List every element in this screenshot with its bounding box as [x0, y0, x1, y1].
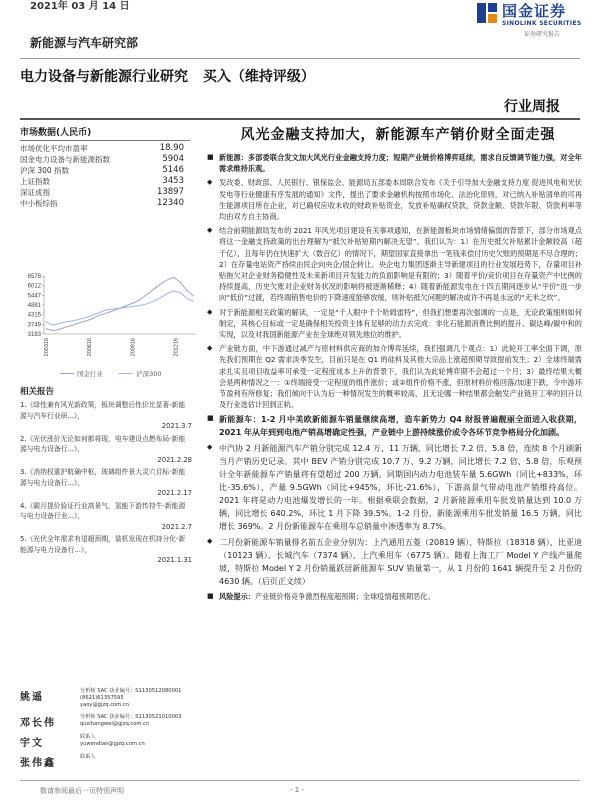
legend-swatch [119, 373, 133, 375]
related-report-date: 2021.2.7 [161, 522, 192, 531]
analyst-contact [80, 734, 145, 748]
market-data-title: 市场数据(人民币) [20, 128, 92, 138]
paragraph-text [219, 225, 582, 303]
body-paragraph [207, 413, 582, 439]
chart-y-tick-label: 4881 [27, 302, 41, 309]
market-row [20, 143, 190, 154]
analyst-contact-line: 联系人 [80, 754, 96, 760]
body-paragraph [207, 591, 582, 602]
related-report-item [20, 534, 192, 566]
related-report-item [20, 400, 192, 432]
paragraph-text [219, 307, 582, 341]
chart-y-tick-label: 3749 [27, 322, 41, 329]
paragraph-lead: 新能源： [219, 153, 249, 162]
chart-y-tick-label: 3183 [27, 332, 41, 338]
analyst-list [20, 688, 192, 774]
analyst-contact-line: 联系人 [80, 734, 96, 740]
analyst-contact-line: qiuchangwei@gjzq.com.cn [80, 721, 150, 727]
paragraph-body: 结合前期能源局发布的 2021 年风光项目建设有关事项通知，在新能源板块市场情绪偏弱的背景下，部分市场观点将这一金融支持政策的出台理解为“抵欠补贴短期内解决无望”。我们认为：1）在历史抵欠补贴累计金额较高（超千亿），且每年仍在快速扩大（数百亿）的情况下，期望国家直接拿出一笔钱来偿付历史欠账的预期是不尽合理的；2）在存量电站资产持续由民企向央企/国企转让、央企电力集团逐渐主导新建项目的行业发展趋势下，存量项目补贴拖欠对企业财务稳健性及未来新项目开发能力的负面影响是有限的；3）随着平价/竞价项目在存量资产中比例的持续提高，历史欠账对企业财务状况的影响将被逐渐稀释；4）随着新能源发电在十四五期间逐步从“平价”进一步向“低价”过渡，若终端销售电价的下降速度能够放缓，则补贴抵欠问题的解决或许不再是永远的“无米之炊”。 [219, 226, 582, 303]
paragraph-text [219, 177, 582, 222]
market-data-list [20, 143, 190, 209]
legend-item-hs300 [119, 369, 161, 378]
paragraph-body: 对于新能源相关政策的解读，一定是“千人眼中千个哈姆雷特”，但我们想要再次强调的一点是，无论政策细则如何制定，其核心目标或一定是确保相关投资主体有足够的动力去完成：非化石能源消费比例的提升、碳达峰/碳中和的实现，以及对我国新能源产业在全球绝对领先地位的维护。 [219, 307, 582, 340]
research-group: 新能源与汽车研究部 [30, 36, 139, 50]
page-number: - 1 - [290, 786, 304, 794]
report-header [20, 66, 325, 86]
market-label: 市场优化平均市盈率 [20, 144, 88, 153]
market-value: 5146 [162, 165, 184, 175]
bullet-icon: ■ [207, 153, 214, 161]
chart-series-line [46, 277, 194, 330]
market-value: 13897 [156, 187, 184, 197]
body-paragraph [207, 307, 582, 341]
chart-y-tick-label: 4315 [27, 312, 41, 319]
legend-item-industry [60, 369, 103, 378]
analyst-contact [80, 714, 181, 728]
related-reports-list [20, 400, 192, 566]
market-row [20, 154, 190, 165]
body-paragraph [207, 152, 582, 174]
market-row [20, 176, 190, 187]
paragraph-body: 多部委联合发文加大风光行业金融支持力度；短期产业链价格博弈延续，需求自反馈调节能力强，对全年需求维持乐观。 [219, 153, 582, 174]
analyst [20, 688, 192, 709]
rating-label: 买入（维持评级） [202, 69, 315, 85]
paragraph-text [219, 343, 582, 410]
chart-x-tick-label: 201216 [173, 338, 180, 357]
logo-text-en: SINOLINK SECURITIES [502, 20, 582, 27]
header-divider-thick [20, 118, 580, 120]
report-type: 行业周报 [504, 99, 560, 115]
related-report-text: 2.《光伏涨价无论如何都将现，电车建设点燃布局-新能源与电力设备行...》， [20, 434, 186, 453]
body-paragraph [207, 536, 582, 588]
paragraph-body: 产业链方面，中下游通过减产与原材料供应商的加介博弈延续，我们强调几个观点：1）此轮开工率全面下调，原先我们预期在 Q2 需求淡季发生，目前只是在 Q1 的硅料及其他大宗品上涨超预期导致提前发生；2）全球终端需求扎实且项目收益率可承受一定程度成本上升的背景下，我们认为此轮博弈期不会超过一个月；3）最终结果大概会是两种情况之一：①终端接受一定程度的组件涨价；或②组件价格不涨，但原材料价格回落/加速下跌，令中游环节盈利有所修复；我们倾向于认为后一种情况发生的概率较高，且无论哪一种结果都会触发产业链开工率的回升以及行业选估计回到正轨。 [219, 344, 582, 410]
analyst-contact-line: 分析师 SAC 执业编号：S1130521010003 [80, 714, 182, 720]
chart-y-tick-label: 6578 [27, 274, 41, 280]
market-value: 5904 [162, 154, 184, 164]
analyst-name: 宇文 [20, 738, 44, 749]
report-main-title: 风光金融支持加大，新能源车产销价财全面走强 [240, 127, 556, 143]
paragraph-text [219, 413, 582, 439]
report-date: 2021年 03 月 14 日 [30, 1, 130, 12]
market-label: 沪深 300 指数 [20, 166, 70, 175]
legend-label: 国金行业 [77, 369, 103, 378]
body-paragraph [207, 177, 582, 222]
footer-divider [20, 780, 580, 781]
related-report-date: 2021.2.28 [157, 455, 192, 464]
related-report-date: 2021.1.31 [157, 556, 192, 564]
bullet-icon: ◆ [207, 178, 213, 187]
analyst [20, 754, 192, 769]
company-logo [476, 0, 586, 40]
footer-disclaimer: 敬请参阅最后一页特别声明 [40, 787, 124, 795]
bullet-icon: ◆ [207, 344, 213, 353]
market-data-divider [20, 140, 190, 141]
paragraph-body: 产业链价格竞争激烈程度超预期；全球疫情超预期恶化。 [254, 592, 435, 602]
related-report-date: 2021.2.17 [157, 489, 192, 497]
paragraph-body: 二月份新能源车销量排名前五企业分别为：上汽通用五菱（20819 辆）、特斯拉（18318 辆）、比亚迪（10123 辆）、长城汽车（7374 辆）、上汽乘用车（6775 辆）。随着上海工厂 Model Y 产线产量爬坡，特斯拉 Model Y 2 月份销量跃居新能源车 SUV 销量第一，从 1 月份的 1641 辆提升至 2 月份的 4630 辆。（后页正文续） [219, 538, 582, 587]
chart-x-tick-label: 200616 [87, 338, 94, 357]
header-divider [20, 58, 580, 59]
related-report-item [20, 434, 192, 466]
paragraph-text [219, 442, 582, 533]
paragraph-text [219, 536, 582, 588]
analyst-contact-line: (8621)61357595 [80, 695, 124, 701]
market-label: 上证指数 [20, 177, 50, 186]
related-report-text: 3.《消纳权重护航确中枢，玻璃组件景大灵穴目标-新能源与电力设备行...》， [20, 468, 186, 487]
analyst-contact-line: yaoy@gjzq.com.cn [80, 702, 129, 708]
related-reports [20, 385, 192, 568]
legend-swatch [60, 373, 74, 375]
paragraph-body: 中汽协 2 月新能源汽车产销分别完成 12.4 万、11 万辆，同比增长 7.2 倍、5.8 倍，连续 8 个月刷新当月产销历史记录。其中 BEV 产销分别完成 10.7 万、9.2 万辆，同比增长 7.2 倍、5.8 倍，乐观预计全年新能源车产销量将有望超过 200 万辆。同期国内动力电池装车量 5.6GWh（同比+833%，环比-35.6%），产量 9.5GWh（同比+945%，环比-21.6%），下游高景气带动电池产销维持高位。2021 年将是动力电池爆发增长的一年。根据乘联会数据，2 月新能源乘用车批发销量达到 10.0 万辆，同比增长 640.2%，环比 1 月下降 39.5%。1-2 月份，新能源乘用车批发销量 16.5 万辆，同比增长 369%。2 月份新能源车在乘用车总销量中渗透率为 8.7%。 [219, 444, 582, 532]
paragraph-body: 1-2 月中美欧新能源车销量继续高增，造车新势力 Q4 财报普遍靓丽全面进入收获期，2021 年从年到到电池产销高增确定性强，产业链中上游持续涨价或令各环节竞争格局分化加剧。 [219, 415, 582, 438]
market-value: 18.90 [159, 143, 184, 153]
analyst-contact-line: yuwendian@gjzq.com.cn [80, 741, 145, 747]
body-paragraph [207, 343, 582, 410]
market-data-panel [20, 125, 190, 209]
bullet-icon: ◆ [207, 307, 213, 316]
related-reports-title: 相关报告 [20, 387, 55, 397]
analyst-name: 姚遥 [20, 692, 44, 703]
paragraph-body: 发改委、财政部、人民银行、银保监会、能源局五部委本周联合发布《关于引导加大金融支持力度 促进风电和光伏发电等行业健康有序发展的通知》文件，提出了要求金融机构按照市场化、法治化原则，对已纳入补贴清单的可再生能源项目所在企业，对已确权应收未收的财政补贴资金，发放补贴确权贷款，贷款金额、贷款年限、贷款利率等均由双方自主协商。 [219, 178, 582, 222]
related-report-item [20, 467, 192, 499]
logo-mark-icon [476, 2, 498, 24]
chart-x-tick-label: 200916 [130, 338, 137, 357]
market-label: 中小板综指 [20, 199, 58, 208]
market-value: 12340 [156, 198, 184, 208]
related-report-text: 5.《光伏全年需求有望超预期，装机发现在机持分化-新能源与电力设备行...》， [20, 535, 186, 554]
body-paragraph [207, 442, 582, 533]
related-report-item [20, 501, 192, 533]
market-label: 国金电力设备与新能源指数 [20, 155, 110, 164]
related-report-text: 1.《绿性兼有风光新政策，板块调整后性价比显著-新能源与汽车行业研...》， [20, 401, 186, 420]
bullet-icon: ◆ [207, 537, 213, 546]
analyst [20, 734, 192, 749]
market-row [20, 187, 190, 198]
market-value: 3453 [162, 176, 184, 186]
industry-title: 电力设备与新能源行业研究 [20, 69, 188, 85]
chart-y-tick-label: 6012 [27, 283, 41, 290]
analyst-contact [80, 688, 181, 709]
analyst-name: 邓长伟 [20, 718, 56, 729]
bullet-icon: ■ [207, 414, 214, 423]
market-row [20, 198, 190, 209]
related-report-text: 4.《碳月提价验证行业高景气，氢能下游传持牛-新能源与电力设备行业...》， [20, 501, 186, 520]
bullet-icon: ■ [207, 592, 214, 601]
market-label: 深证成指 [20, 188, 50, 197]
analyst [20, 714, 192, 729]
paragraph-text [219, 591, 435, 602]
bullet-icon: ◆ [207, 226, 213, 235]
bullet-icon: ◆ [207, 443, 213, 452]
analyst-contact-line: 分析师 SAC 执业编号：S1130512080001 [80, 688, 182, 694]
analyst-name: 张伟鑫 [20, 758, 56, 769]
logo-tagline: 证券研究报告 [524, 31, 561, 38]
market-row [20, 165, 190, 176]
logo-text-cn: 国金证券 [502, 2, 567, 20]
report-body [207, 152, 582, 606]
legend-label: 沪深300 [136, 369, 162, 378]
analyst-contact [80, 754, 96, 761]
chart-x-tick-label: 200316 [44, 338, 50, 357]
paragraph-lead: 风险提示： [219, 592, 255, 602]
chart-y-tick-label: 5447 [27, 293, 41, 300]
chart-legend [60, 368, 176, 378]
body-paragraph [207, 225, 582, 303]
related-report-date: 2021.3.7 [161, 422, 192, 430]
paragraph-text [219, 152, 582, 174]
chart-series-line [46, 291, 194, 325]
paragraph-lead: 新能源车： [219, 415, 261, 425]
